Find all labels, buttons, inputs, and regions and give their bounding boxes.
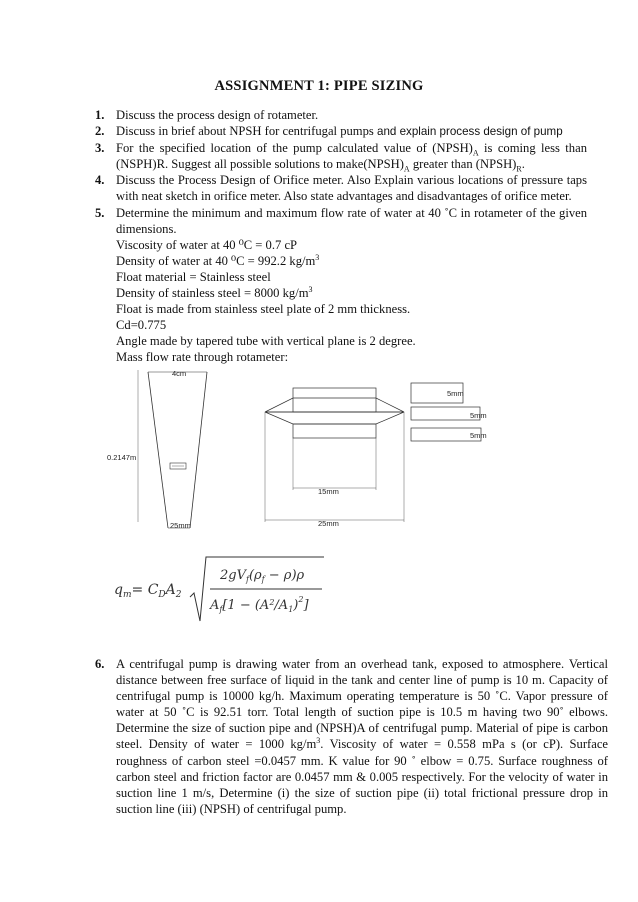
label-plate-1: 5mm	[447, 389, 464, 398]
density-line: Density of water at 40 ⁰C = 992.2 $kg/m^3$	[116, 252, 320, 268]
question-number: 1.	[95, 108, 105, 122]
float-base	[293, 424, 376, 438]
subscript: R	[516, 164, 522, 174]
superscript: 3	[316, 736, 321, 746]
float-made-line: Float is made from stainless steel plate of 2 mm thickness.	[116, 302, 411, 317]
question-text: For the specified location of the pump calculated value of (NPSH)	[116, 141, 473, 156]
question-text: Discuss the Process Design of Orifice meter. Also Explain various locations of pressure taps with neat sketch in orifice meter. Also state advantages and disadvantages of orifice meter.	[116, 173, 587, 204]
label-top-width: 4cm	[172, 369, 187, 378]
question-number: 5.	[95, 205, 105, 220]
cd-line: Cd=0.775	[116, 318, 167, 333]
float-lower-cone	[265, 412, 404, 424]
label-plate-3: 5mm	[470, 431, 487, 440]
question-text-sans: and explain process design of pump	[373, 125, 563, 139]
formula-numerator: $2gV_f(\rho_f - \rho)\rho$	[220, 568, 305, 584]
question-number: 6.	[95, 657, 105, 671]
label-plate-2: 5mm	[470, 411, 487, 420]
label-bottom-width: 25mm	[170, 521, 191, 530]
label-height: 0.2147m	[107, 453, 137, 462]
question-number: 2.	[95, 124, 105, 139]
viscosity-line: Viscosity of water at 40 ⁰C = 0.7 cP	[116, 237, 298, 252]
question-text: .	[521, 157, 525, 172]
question-text: greater than (NPSH)	[409, 157, 517, 172]
subscript: A	[472, 148, 479, 158]
question-number: 3.	[95, 141, 105, 156]
question-text: Discuss in brief about NPSH for centrifugal pumps	[116, 124, 374, 139]
float-top-cone	[265, 398, 404, 412]
question-6	[95, 656, 608, 817]
angle-line: Angle made by tapered tube with vertical plane is 2 degree.	[116, 334, 416, 349]
question-text: . Viscosity of water = 0.558 mPa s (or cP). Surface roughness of carbon steel =0.0457 mm. K value for 90 ˚ elbow = 0.75. Surface roughness of carbon steel and friction factor are 0.0457 mm & 0.005 respectively. For the velocity of water in suction line 1 m/s, Determine (i) the size of suction pipe (ii) total frictional pressure drop in suction line (iii) (NPSH) of centrifugal pump.	[116, 737, 608, 816]
question-text: A centrifugal pump is drawing water from an overhead tank, exposed to atmosphere. Vertical distance between free surface of liquid in the tank and center line of pump is 10 m. Capacity of centrifugal pump is 10000 kg/h. Maximum operating temperature is 50 ˚C. Vapor pressure of water at 50 ˚C is 92.51 torr. Total length of suction pipe is 10.5 m having two 90˚ elbows. Determine the size of suction pipe and (NPSH)A of centrifugal pump. Material of pipe is carbon steel. Density of water = 1000 kg/m	[116, 657, 608, 752]
flow-rate-formula	[112, 553, 326, 625]
tube-right-wall	[190, 372, 207, 528]
steel-density-line: Density of stainless steel = 8000 $kg/m^3$	[116, 284, 313, 301]
question-text: is coming less than (NSPH)R. Suggest all possible solutions to make(NPSH)	[116, 141, 587, 172]
label-float-inner: 15mm	[318, 487, 339, 496]
tube-left-wall	[148, 372, 168, 528]
mass-flow-line: Mass flow rate through rotameter:	[116, 350, 289, 365]
assignment-title: ASSIGNMENT 1: PIPE SIZING	[214, 78, 424, 94]
question-text: Determine the minimum and maximum flow rate of water at 40 ˚C in rotameter of the given dimensions.	[116, 205, 587, 236]
label-float-outer: 25mm	[318, 519, 339, 528]
subscript: A	[403, 164, 410, 174]
formula-denominator: $A_f[1 - (A^2/A_1)^2]$	[210, 595, 309, 614]
float-upper-body	[293, 388, 376, 412]
question-text: Discuss the process design of rotameter.	[116, 108, 319, 122]
formula-lhs: $q_m= C_DA_2$	[114, 582, 182, 600]
question-number: 4.	[95, 173, 105, 188]
float-material-line: Float material = Stainless steel	[116, 269, 271, 284]
